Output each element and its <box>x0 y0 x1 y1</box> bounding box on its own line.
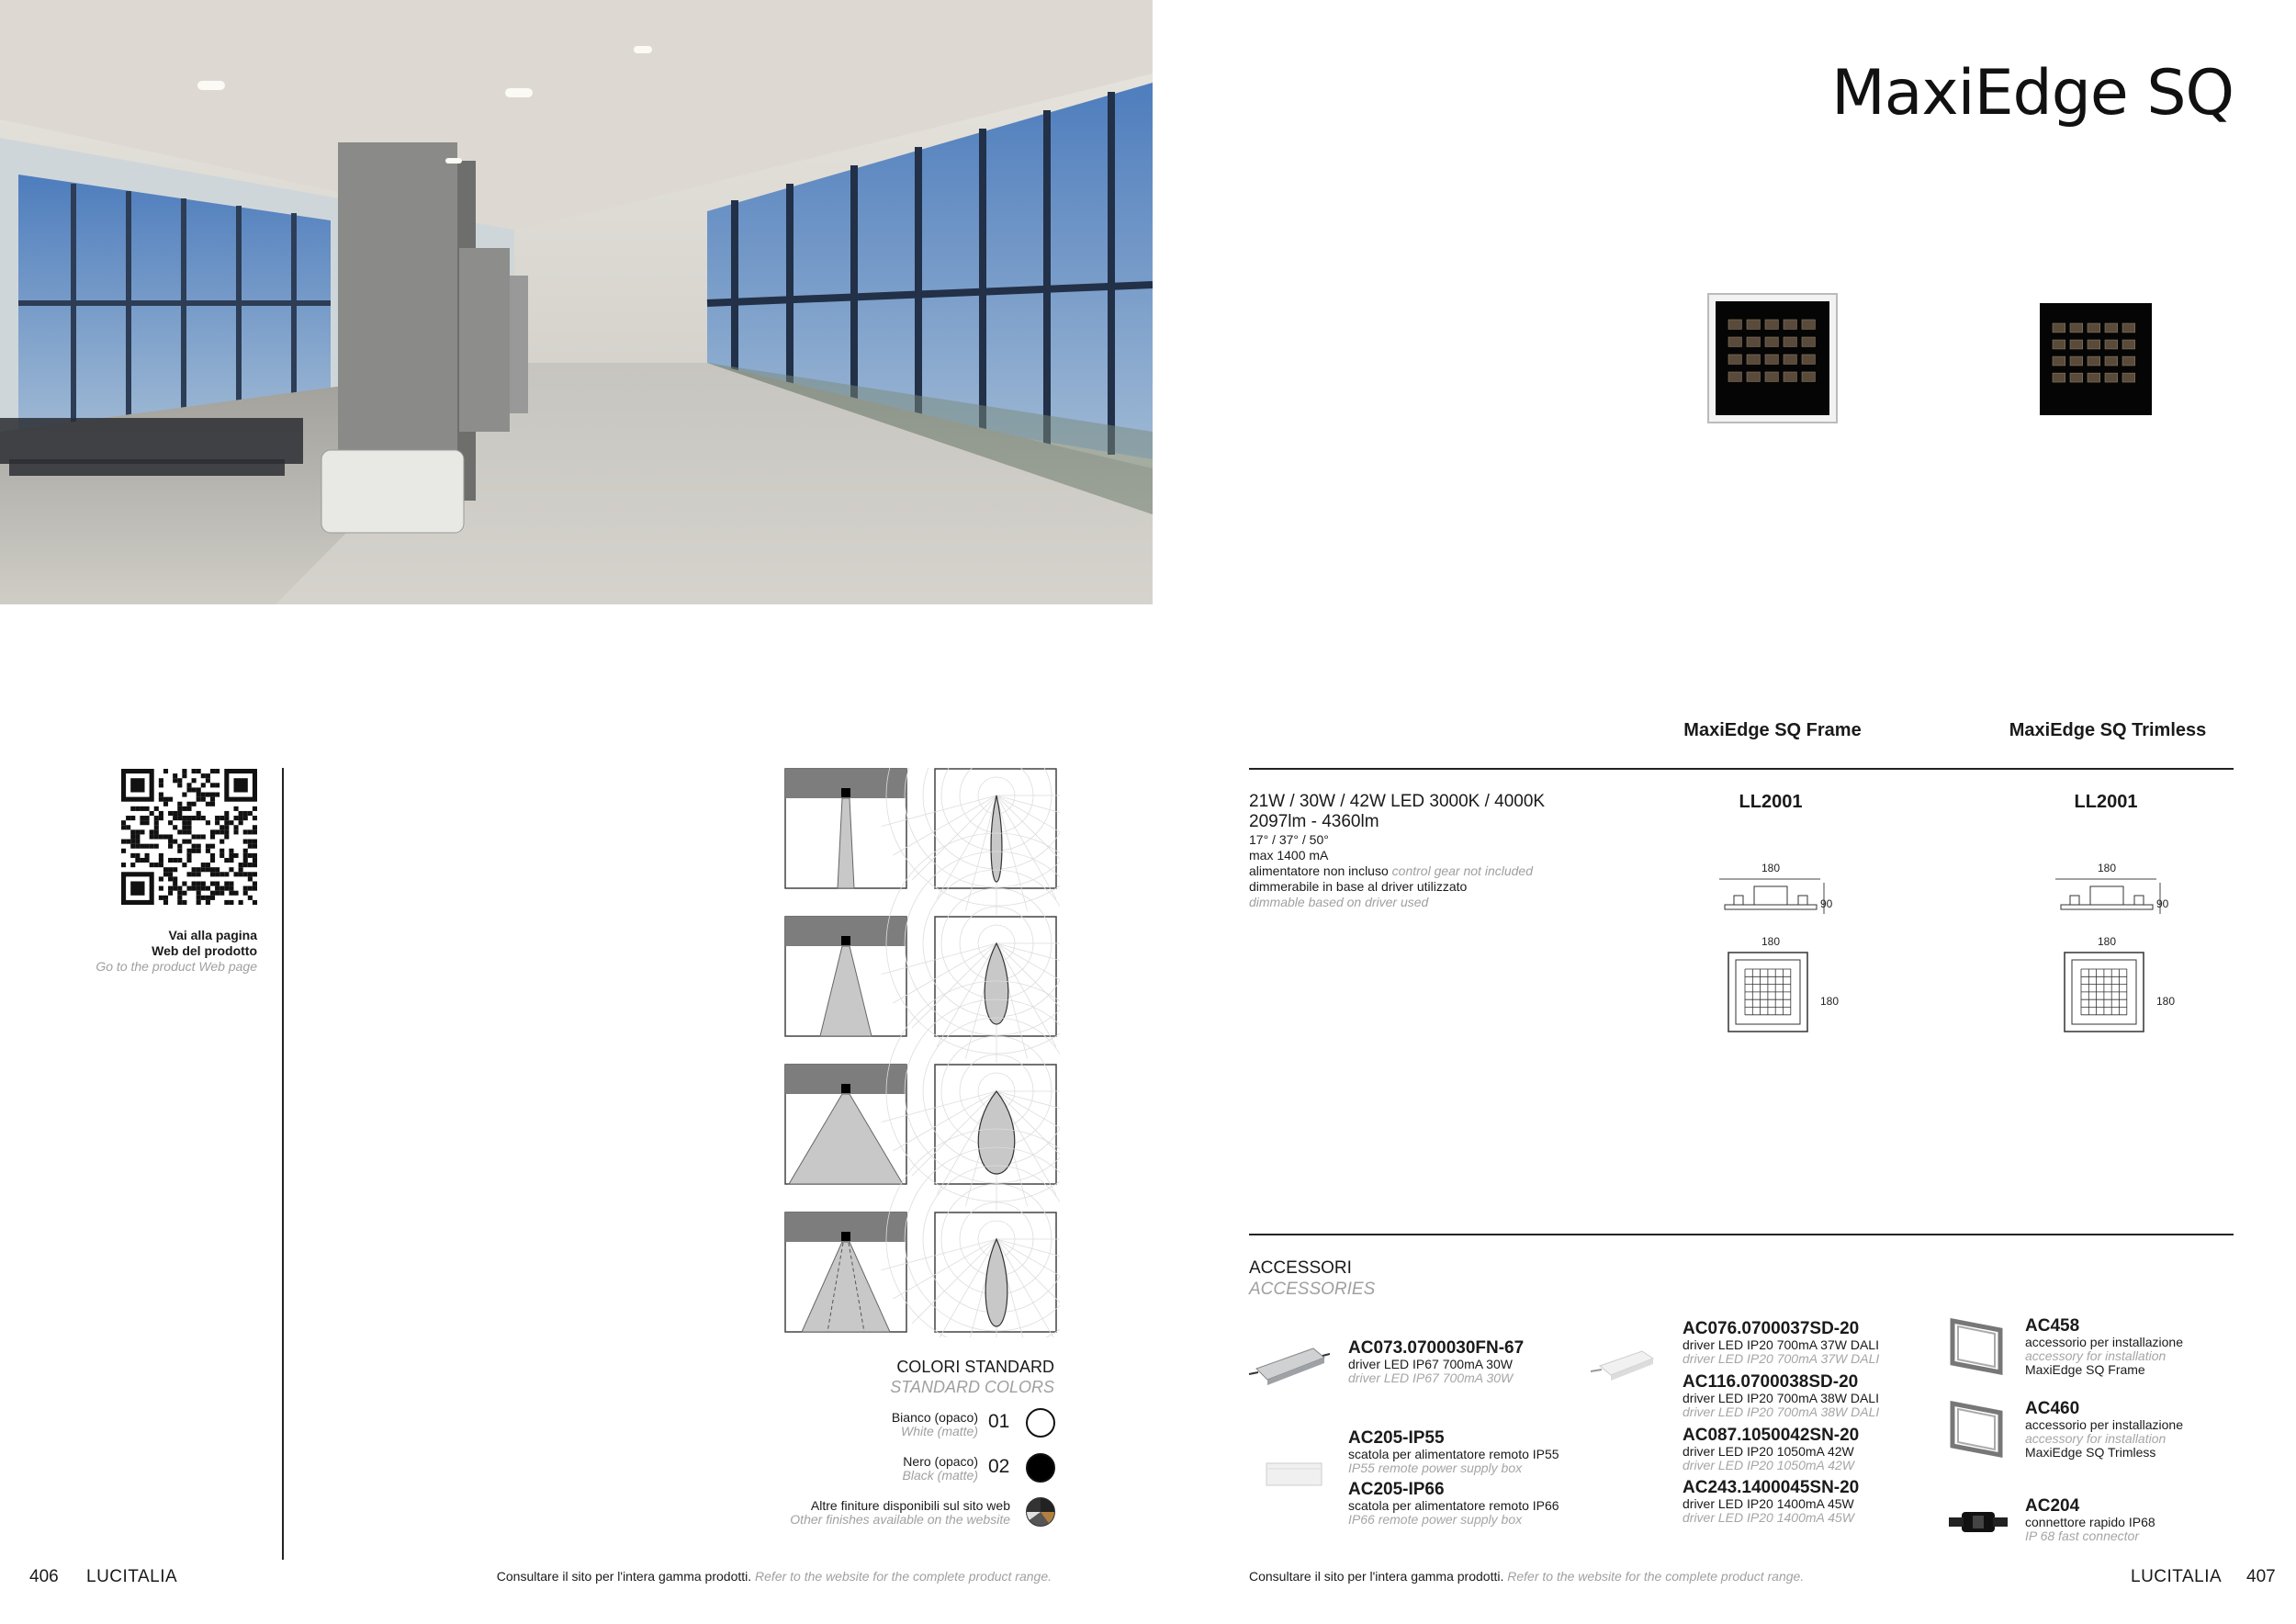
colors-title: COLORI STANDARD <box>896 1358 1054 1376</box>
page-title: MaxiEdge SQ <box>1831 57 2234 130</box>
accessory-ac205-ip66: AC205-IP66 scatola per alimentatore remoto IP66 IP66 remote power supply box <box>1348 1480 1559 1527</box>
color-black-swatch[interactable] <box>1026 1453 1055 1483</box>
accessory-ac460: AC460 accessorio per installazione accessory for installation MaxiEdge SQ Trimless <box>2025 1399 2183 1460</box>
spec-beam: 17° / 37° / 50° <box>1249 832 1329 847</box>
accessory-ac205-ip55: AC205-IP55 scatola per alimentatore remoto IP55 IP55 remote power supply box <box>1348 1428 1559 1475</box>
qr-caption: Vai alla pagina Web del prodotto Go to the product Web page <box>96 928 257 974</box>
spec-current: max 1400 mA <box>1249 848 1329 863</box>
color-black-label: Nero (opaco) Black (matte) <box>902 1454 978 1483</box>
color-white-swatch[interactable] <box>1026 1408 1055 1438</box>
accessories-title-en: ACCESSORIES <box>1249 1280 1376 1299</box>
accessory-ac073: AC073.0700030FN-67 driver LED IP67 700mA 30W driver LED IP67 700mA 30W <box>1348 1338 1525 1385</box>
spec-block <box>1249 792 1545 910</box>
accessory-ac087: AC087.1050042SN-20 driver LED IP20 1050mA 42W driver LED IP20 1050mA 42W <box>1683 1426 1860 1472</box>
color-white-label: Bianco (opaco) White (matte) <box>891 1410 978 1438</box>
page-number-left: 406 <box>29 1567 59 1586</box>
accessory-ac458: AC458 accessorio per installazione accessory for installation MaxiEdge SQ Frame <box>2025 1316 2183 1377</box>
product-code-trimless: LL2001 <box>2074 792 2138 812</box>
colors-title-en: STANDARD COLORS <box>890 1378 1054 1396</box>
accessory-ac204: AC204 connettore rapido IP68 IP 68 fast connector <box>2025 1496 2155 1543</box>
spec-dimmable-en: dimmable based on driver used <box>1249 895 1429 909</box>
footer-right: Consultare il sito per l'intera gamma prodotti. Refer to the website for the complete product range. <box>1249 1569 1805 1584</box>
accessories-divider <box>1249 1234 2234 1235</box>
airport-terminal-image <box>0 0 1153 604</box>
spec-power: 21W / 30W / 42W LED 3000K / 4000K <box>1249 792 1546 811</box>
product-image-trimless <box>2040 303 2168 432</box>
spec-gear: alimentatore non incluso control gear not included <box>1249 863 1533 878</box>
installation-trimless-icon <box>1945 1398 2009 1462</box>
left-vertical-rule <box>282 768 284 1560</box>
accessory-ac116: AC116.0700038SD-20 driver LED IP20 700mA 38W DALI driver LED IP20 700mA 38W DALI <box>1683 1372 1880 1419</box>
hero-photo <box>0 0 1153 604</box>
accessory-ac076: AC076.0700037SD-20 driver LED IP20 700mA 37W DALI driver LED IP20 700mA 37W DALI <box>1683 1319 1880 1366</box>
page-number-right: 407 <box>2246 1567 2276 1586</box>
spec-dimmable: dimmerabile in base al driver utilizzato <box>1249 879 1468 894</box>
dimension-drawing-trimless: 180 90 180 180 <box>2054 859 2173 1043</box>
other-finishes-label: Altre finiture disponibili sul sito web Other finishes available on the website <box>790 1498 1010 1527</box>
driver-ip67-icon <box>1247 1337 1330 1389</box>
product-name-trimless: MaxiEdge SQ Trimless <box>2009 720 2207 740</box>
product-name-frame: MaxiEdge SQ Frame <box>1683 720 1862 740</box>
accessories-title: ACCESSORI <box>1249 1258 1352 1278</box>
driver-ip20-icon <box>1587 1344 1660 1390</box>
qr-code[interactable] <box>121 769 257 905</box>
accessory-ac243: AC243.1400045SN-20 driver LED IP20 1400mA 45W driver LED IP20 1400mA 45W <box>1683 1478 1860 1525</box>
footer-left: Consultare il sito per l'intera gamma prodotti. Refer to the website for the complete product range. <box>496 1569 1052 1584</box>
brand-right: LUCITALIA <box>2131 1567 2223 1586</box>
dimension-drawing-frame: 180 90 180 180 <box>1717 859 1837 1043</box>
fast-connector-icon <box>1945 1506 2013 1539</box>
power-box-icon <box>1263 1456 1327 1493</box>
other-finishes-swatch[interactable] <box>1026 1497 1055 1527</box>
product-image-frame <box>1706 292 1835 421</box>
installation-frame-icon <box>1945 1315 2009 1380</box>
header-divider <box>1249 768 2234 770</box>
color-black-code: 02 <box>988 1456 1010 1477</box>
beam-diagrams <box>784 768 1060 1342</box>
color-white-code: 01 <box>988 1411 1010 1432</box>
spec-lumen: 2097lm - 4360lm <box>1249 812 1379 831</box>
brand-left: LUCITALIA <box>86 1567 178 1586</box>
product-code-frame: LL2001 <box>1739 792 1803 812</box>
